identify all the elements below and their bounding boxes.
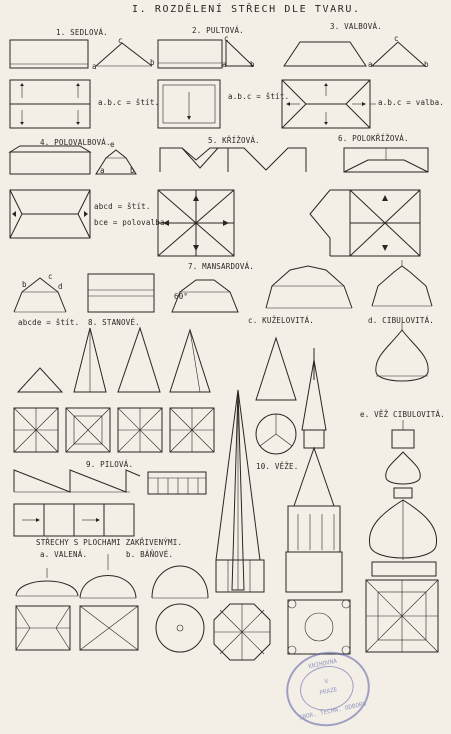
section-saddle: 1. SEDLOVÁ. (56, 28, 108, 37)
letter-a-4: a (100, 166, 105, 175)
angle-label: 60° (174, 292, 189, 301)
letter-d-7: d (58, 282, 63, 291)
cross-roof-elevation (160, 148, 306, 172)
conical-roof (266, 266, 352, 308)
section-half-hip: 4. POLOVALBOVÁ. (40, 138, 111, 147)
onion-roof-small (372, 260, 432, 306)
letter-b-4: b (130, 166, 135, 175)
letter-b-2: b (250, 60, 255, 69)
letter-b-3: b (424, 60, 429, 69)
note-mansard: abcde = štít. (18, 318, 80, 327)
cone-roof-elevation (256, 338, 296, 454)
note-half-hip-gable: abcd = štít. (94, 202, 151, 211)
note-hip: a.b.c = valba. (378, 98, 445, 107)
hip-roof-elevation (284, 42, 425, 66)
section-onion-tower: e. VĚŽ CIBULOVITÁ. (360, 410, 445, 419)
letter-a: a (92, 62, 97, 71)
barrel-vault-elevation (16, 568, 78, 596)
section-sawtooth: 9. PILOVÁ. (86, 460, 134, 469)
letter-e: e (110, 140, 115, 149)
section-conical: c. KUŽELOVITÁ. (248, 316, 315, 325)
sawtooth-roof-elevation (14, 470, 206, 494)
lean-to-roof-elevation (158, 40, 253, 68)
saddle-roof-elevation (10, 40, 152, 68)
tent-roof-elevations (18, 328, 210, 392)
lean-to-roof-plan (158, 80, 220, 128)
stamp-line-4: SBOR. TECHN. ODBORU (298, 700, 367, 722)
sawtooth-roof-plan (14, 504, 134, 536)
letter-b: b (150, 58, 155, 67)
tower-plan (288, 600, 350, 654)
page-title: I. ROZDĚLENÍ STŘECH DLE TVARU. (132, 4, 361, 15)
letter-c: c (118, 36, 123, 45)
letter-a-2: a (222, 60, 227, 69)
letter-c-2: c (224, 34, 229, 43)
section-curved: STŘECHY S PLOCHAMI ZAKŘIVENÝMI. (36, 538, 183, 547)
section-half-cross: 6. POLOKŘÍŽOVÁ. (338, 134, 409, 143)
section-tent: 8. STANOVÉ. (88, 318, 140, 327)
section-cross: 5. KŘÍŽOVÁ. (208, 136, 260, 145)
note-half-hip: bce = polovalba. (94, 218, 170, 227)
octagonal-dome-plan (214, 604, 270, 660)
section-onion: d. CIBULOVITÁ. (368, 316, 435, 325)
bell-roof-elevation (152, 566, 208, 598)
letter-b-7: b (22, 280, 27, 289)
curved-roof-plans (16, 604, 204, 652)
stamp-line-2: V (323, 677, 329, 686)
tent-roof-plans (14, 408, 214, 452)
saddle-roof-plan (10, 80, 90, 128)
letter-c-7: c (48, 272, 53, 281)
half-hip-roof-plan (10, 190, 90, 238)
section-mansard: 7. MANSARDOVÁ. (188, 262, 255, 271)
onion-tower-plan (366, 580, 438, 652)
half-cross-roof-elevation (344, 148, 428, 172)
dome-elevation (80, 554, 136, 598)
half-cross-roof-plan (310, 190, 420, 256)
half-hip-roof-elevation (10, 146, 136, 174)
hip-end-section (370, 80, 376, 128)
section-lean-to: 2. PULTOVÁ. (192, 26, 244, 35)
stamp-line-1: KNIHOVNA (307, 657, 338, 671)
note-gable-1: a.b.c = štít. (98, 98, 160, 107)
section-dome: b. BÁŇOVÉ. (126, 550, 174, 559)
letter-c-3: c (394, 34, 399, 43)
letter-a-3: a (368, 60, 373, 69)
tall-spire-tower (216, 390, 264, 592)
section-towers: 10. VĚŽE. (256, 462, 299, 471)
stamp-line-3: PRAZE (318, 686, 339, 697)
hip-roof-plan (282, 80, 370, 128)
mansard-roof-elevation (88, 274, 154, 312)
section-hip: 3. VALBOVÁ. (330, 22, 382, 31)
onion-tower (369, 322, 436, 576)
section-barrel: a. VALENÁ. (40, 550, 88, 559)
note-gable-2: a.b.c = štít. (228, 92, 290, 101)
